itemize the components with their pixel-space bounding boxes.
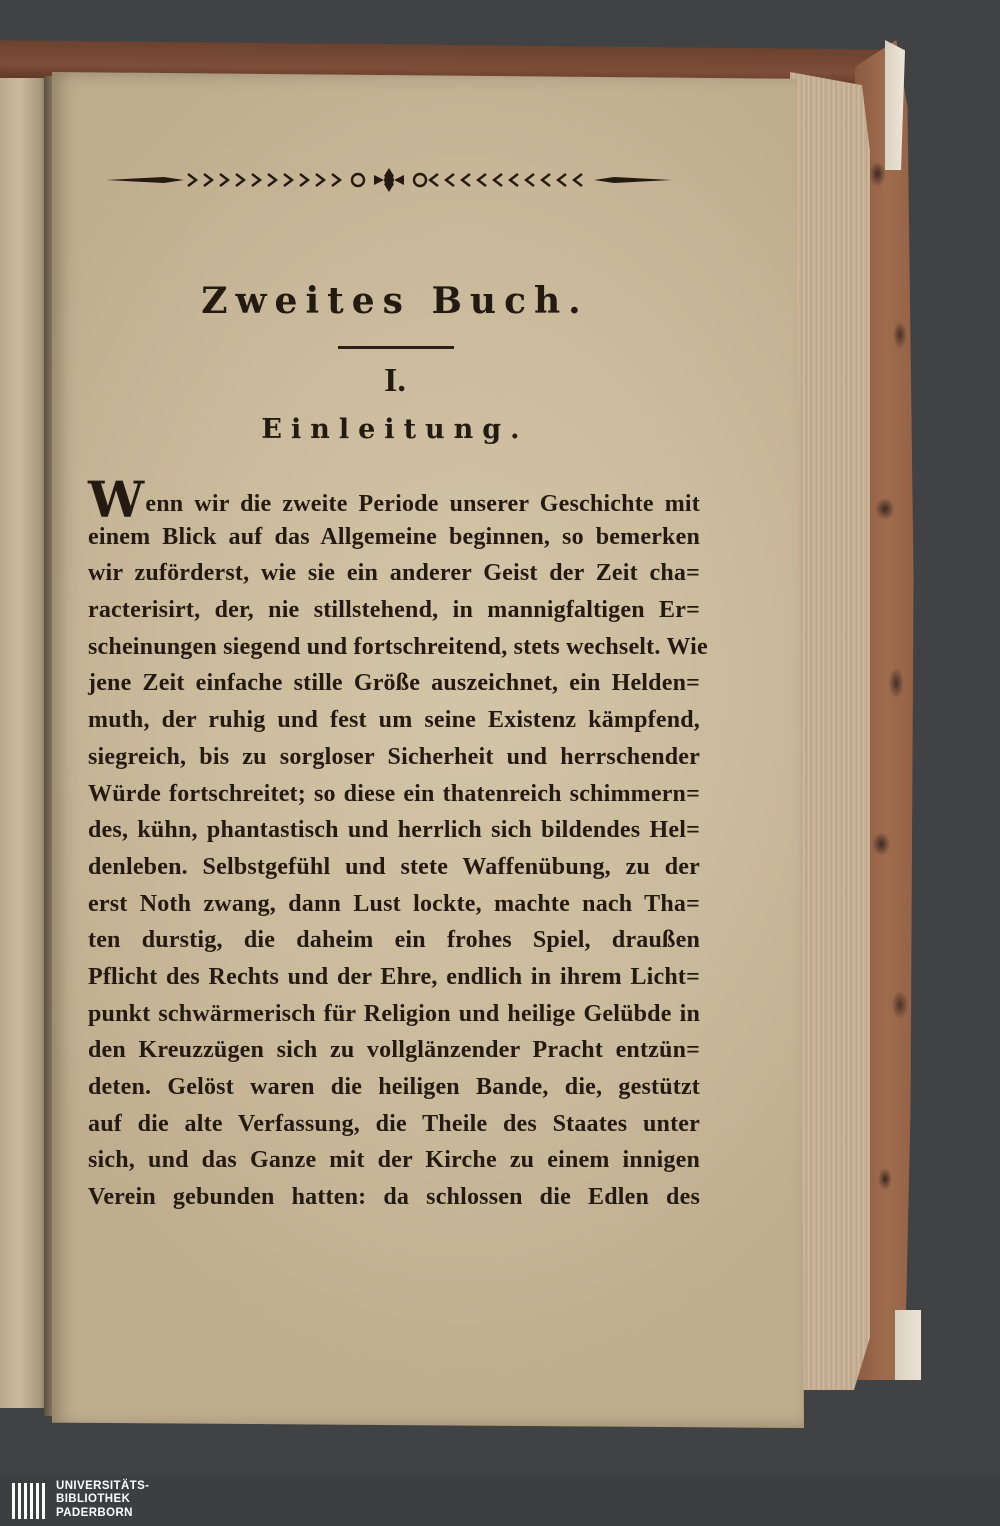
- text-line: scheinungen siegend und fortschreitend, stets wechselt. Wie: [88, 633, 708, 660]
- text-line: ten durstig, die daheim ein frohes Spiel, draußen: [88, 927, 700, 954]
- text-line: punkt schwärmerisch für Religion und heilige Gelübde in: [88, 1000, 700, 1027]
- text-line: Würde fortschreitet; so diese ein thatenreich schimmern=: [88, 780, 700, 807]
- text-line: muth, der ruhig und fest um seine Existenz kämpfend,: [88, 707, 700, 734]
- text-line: den Kreuzzügen sich zu vollglänzender Pracht entzün=: [88, 1037, 700, 1064]
- text-line-first: [88, 470, 700, 529]
- text-line: racterisirt, der, nie stillstehend, in mannigfaltigen Er=: [88, 597, 700, 624]
- ornament-rule-icon: [104, 166, 674, 194]
- library-logo-icon: [10, 1481, 46, 1521]
- library-name-line2: BIBLIOTHEK: [56, 1493, 131, 1506]
- text-line: des, kühn, phantastisch und herrlich sich bildendes Hel=: [88, 817, 700, 844]
- text-line-last: Verein gebunden hatten: da schlossen die Edlen des: [88, 1184, 700, 1211]
- library-footer: [0, 1475, 1000, 1526]
- text-line: sich, und das Ganze mit der Kirche zu einem innigen: [88, 1147, 700, 1174]
- text-line: deten. Gelöst waren die heiligen Bande, die, gestützt: [88, 1074, 700, 1100]
- library-name: [56, 1480, 149, 1520]
- left-page: [0, 78, 48, 1408]
- text-line: einem Blick auf das Allgemeine beginnen, so bemerken: [88, 523, 700, 550]
- body-text: [88, 470, 708, 1216]
- library-name-line1: UNIVERSITÄTS-: [56, 1480, 150, 1492]
- library-name-line3: PADERBORN: [56, 1506, 133, 1519]
- text-line: denleben. Selbstgefühl und stete Waffenübung, zu der: [88, 853, 700, 880]
- chapter-number: I.: [384, 362, 406, 399]
- cover-corner-bottom: [895, 1310, 921, 1380]
- book-title: Zweites Buch.: [201, 280, 589, 322]
- text-line: erst Noth zwang, dann Lust lockte, machte nach Tha=: [88, 890, 700, 917]
- text-line: jene Zeit einfache stille Größe auszeichnet, ein Helden=: [88, 670, 700, 697]
- text-line: auf die alte Verfassung, die Theile des Staates unter: [88, 1110, 700, 1137]
- first-line-text: enn wir die zweite Periode unserer Geschichte mit: [145, 491, 700, 517]
- chapter-title: Einleitung.: [261, 414, 529, 445]
- text-line: Pflicht des Rechts und der Ehre, endlich in ihrem Licht=: [88, 963, 700, 990]
- drop-cap: W: [88, 470, 145, 529]
- text-line: wir zuförderst, wie sie ein anderer Geist der Zeit cha=: [88, 560, 700, 587]
- text-line: siegreich, bis zu sorgloser Sicherheit und herrschender: [88, 743, 700, 770]
- title-divider: [338, 346, 454, 349]
